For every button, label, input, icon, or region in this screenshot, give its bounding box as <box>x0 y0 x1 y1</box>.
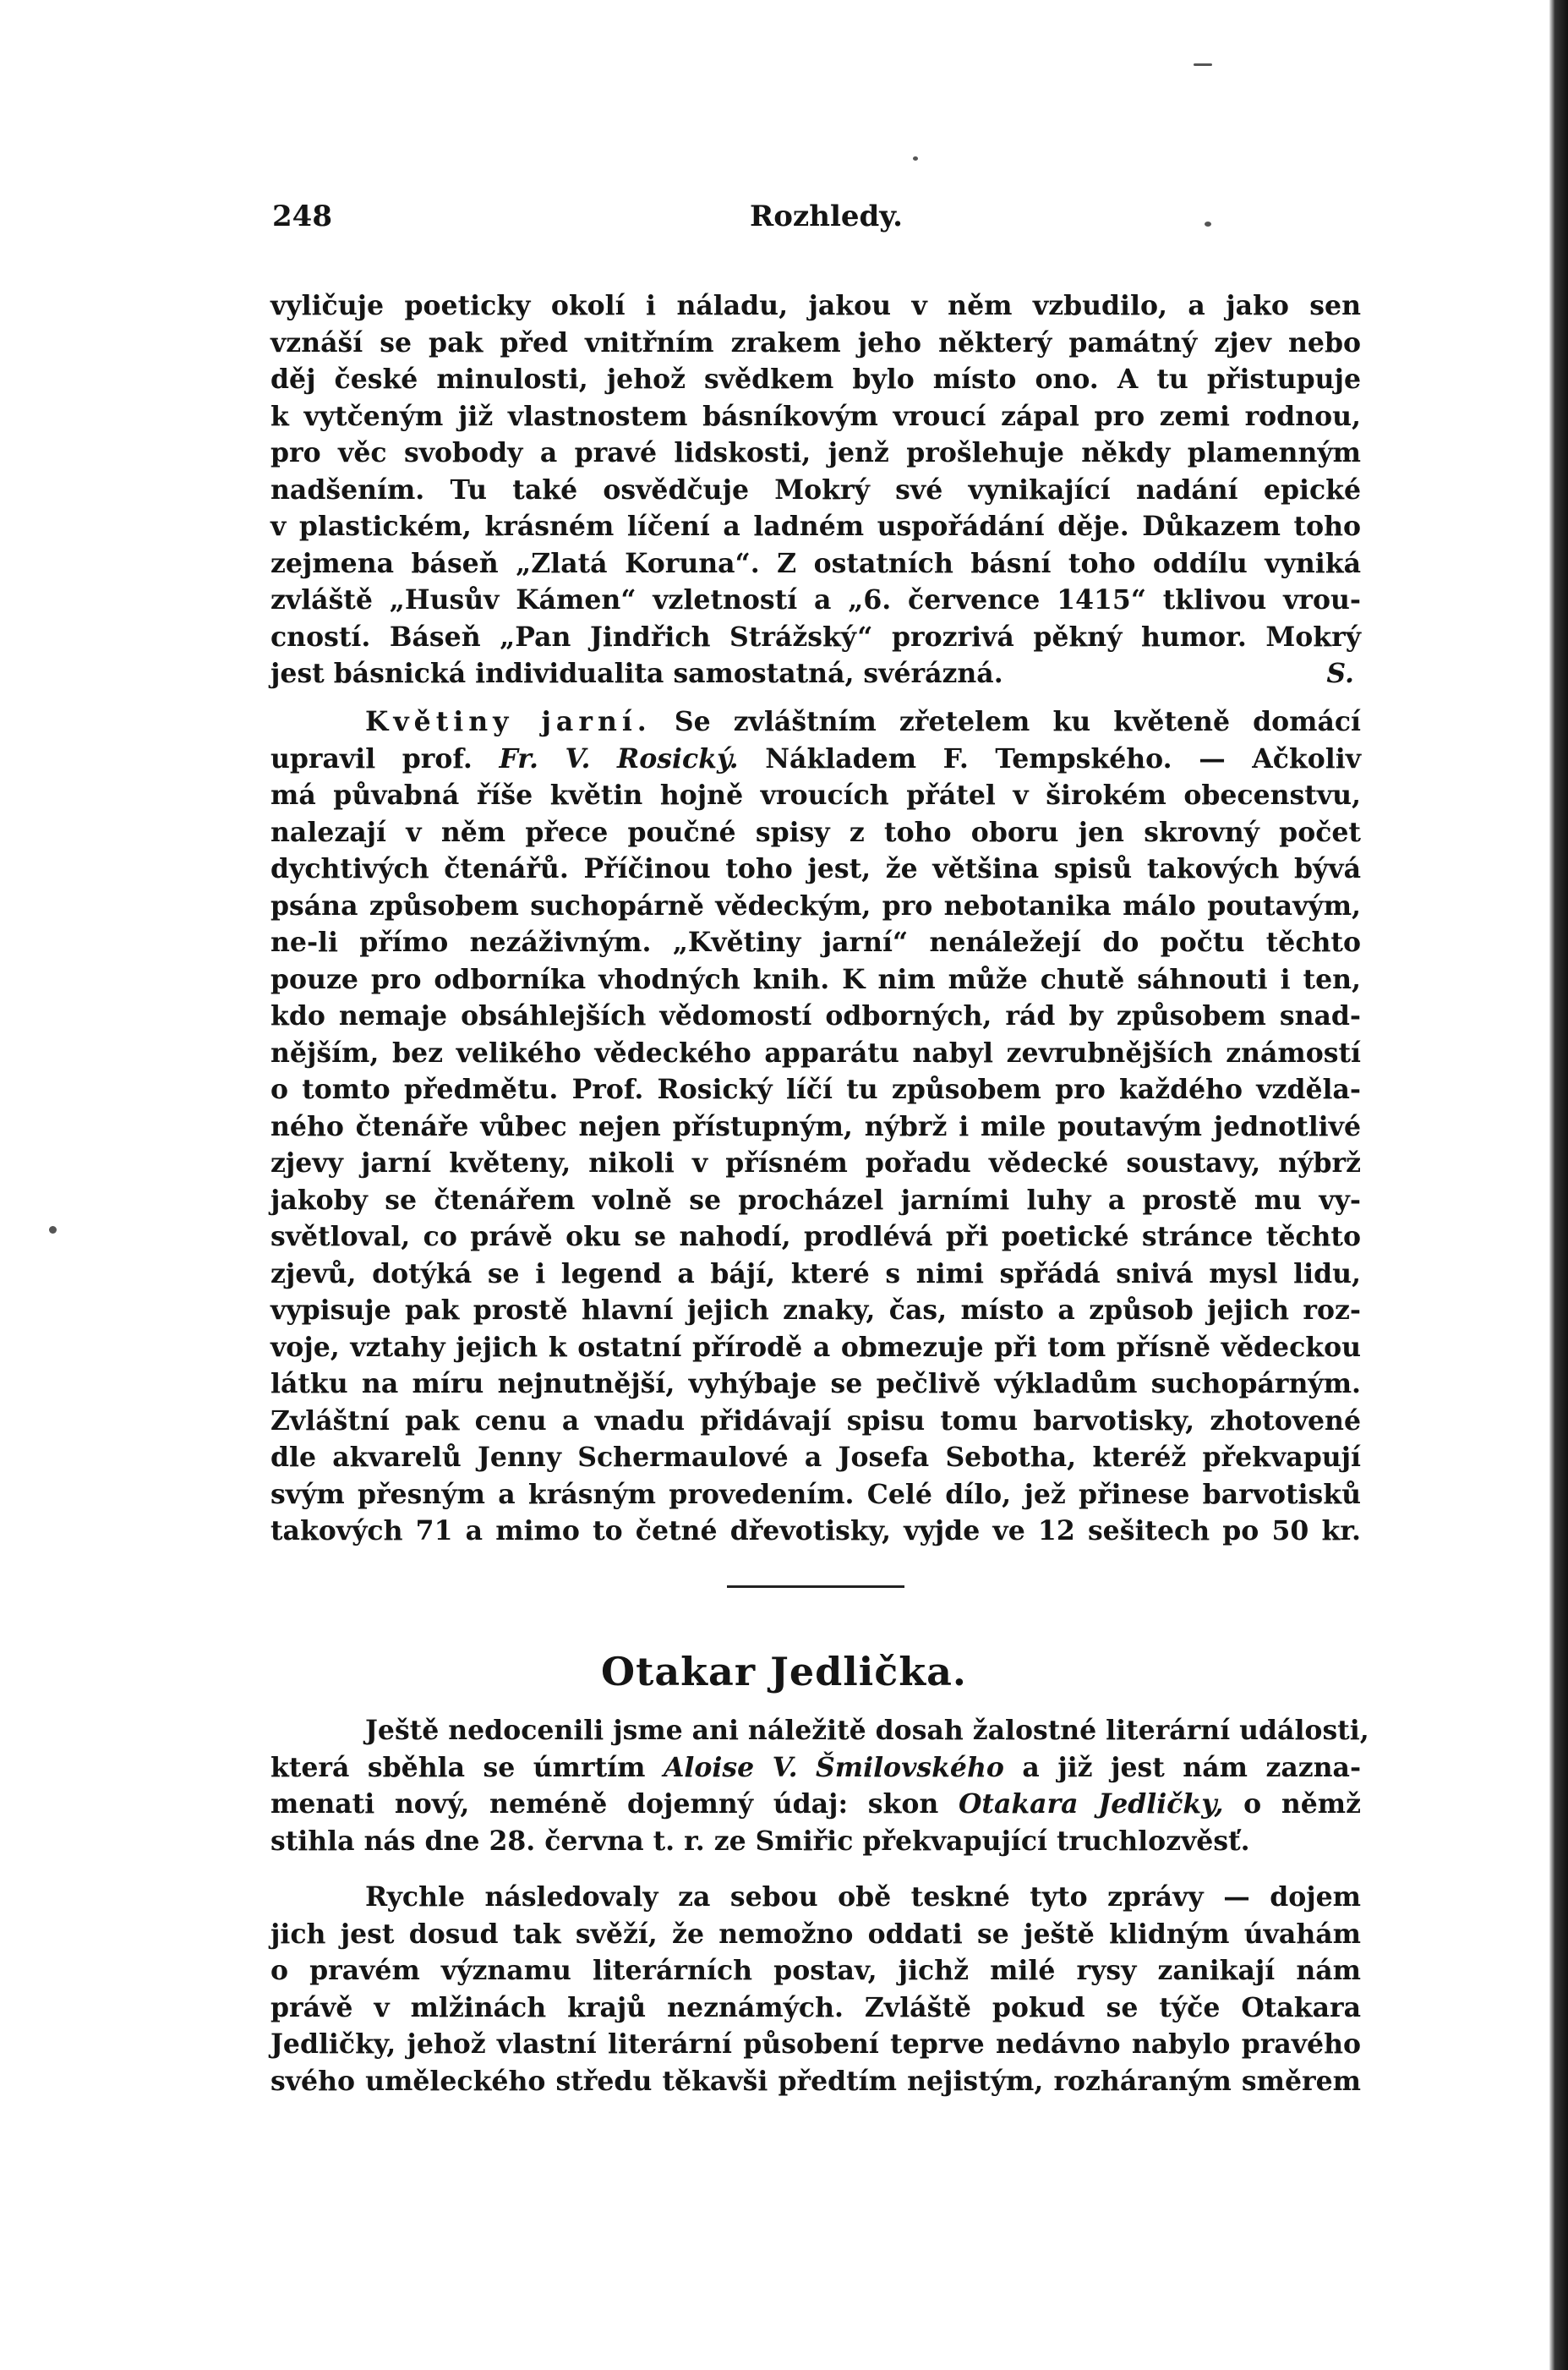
text-line: Rychle následovaly za sebou obě teskné tyto zprávy — dojem <box>365 1881 1361 1913</box>
reviewer-signature: S. <box>1326 658 1354 689</box>
text-line: Zvláštní pak cenu a vnadu přidávají spisu tomu barvotisky, zhotovené <box>270 1404 1361 1437</box>
text-line: nějším, bez velikého vědeckého apparátu nabyl zevrubnějších známostí <box>270 1037 1361 1069</box>
text-line: jakoby se čtenářem volně se procházel jarními luhy a prostě mu vy- <box>270 1184 1361 1216</box>
flowers-review <box>270 703 1361 1550</box>
text-line: nalezají v něm přece poučné spisy z toho oboru jen skrovný počet <box>270 816 1361 848</box>
text-line: zvláště „Husův Kámen“ vzletností a „6. července 1415“ tklivou vrou- <box>270 584 1361 616</box>
text-line: o tomto předmětu. Prof. Rosický líčí tu způsobem pro každého vzděla- <box>270 1074 1361 1105</box>
text-line: voje, vztahy jejich k ostatní přírodě a obmezuje při tom přísně vědeckou <box>270 1331 1361 1363</box>
text-line: jest básnická individualita samostatná, svérázná. S. <box>270 655 1361 692</box>
text-line: vypisuje pak prostě hlavní jejich znaky, čas, místo a způsob jejich roz- <box>270 1294 1361 1326</box>
text-line: zjevy jarní květeny, nikoli v přísném pořadu vědecké soustavy, nýbrž <box>270 1147 1361 1179</box>
text-line: kdo nemaje obsáhlejších vědomostí odborných, rád by způsobem snad- <box>270 1000 1361 1032</box>
line-text: Nákladem F. Tempského. — Ačkoliv <box>765 742 1362 774</box>
text-line: takových 71 a mimo to četné dřevotisky, vyjde ve 12 sešitech po 50 kr. <box>270 1515 1361 1546</box>
text-line <box>270 741 1361 778</box>
text-line: ne-li přímo nezáživným. „Květiny jarní“ nenáležejí do počtu těchto <box>270 927 1361 958</box>
line-text: která sběhla se úmrtím <box>270 1751 646 1783</box>
print-speck <box>49 1226 57 1234</box>
text-line: svého uměleckého středu těkavši předtím nejistým, rozháraným směrem <box>270 2065 1361 2097</box>
text-line: pouze pro odborníka vhodných knih. K nim může chutě sáhnouti i ten, <box>270 963 1361 995</box>
page-header <box>272 200 1358 250</box>
page-edge-shadow <box>1549 0 1568 2370</box>
running-head: Rozhledy. <box>750 200 903 233</box>
text-line: jich jest dosud tak svěží, že nemožno oddati se ještě klidným úvahám <box>270 1918 1361 1950</box>
text-line: dle akvarelů Jenny Schermaulové a Josefa Sebotha, kteréž překvapují <box>270 1442 1361 1473</box>
obituary-paragraph-1 <box>270 1712 1369 1859</box>
text-line: světloval, co právě oku se nahodí, prodlévá při poetické stránce těchto <box>270 1221 1361 1252</box>
text-line: dychtivých čtenářů. Příčinou toho jest, že většina spisů takových bývá <box>270 853 1361 884</box>
text-line: zjevů, dotýká se i legend a bájí, které s nimi spřádá snivá mysl lidu, <box>270 1257 1361 1289</box>
text-line: Jedličky, jehož vlastní literární působení teprve nedávno nabylo pravého <box>270 2028 1361 2060</box>
person-name: Otakara Jedličky, <box>958 1788 1224 1820</box>
line-text: Se zvláštním zřetelem ku květeně domácí <box>674 706 1362 737</box>
line-text: menati nový, neméně dojemný údaj: skon <box>270 1788 939 1820</box>
obituary-paragraph-2 <box>270 1879 1361 2099</box>
text-line: cností. Báseň „Pan Jindřich Strážský“ prozrivá pěkný humor. Mokrý <box>270 621 1361 653</box>
text-line: vyličuje poeticky okolí i náladu, jakou v něm vzbudilo, a jako sen <box>270 290 1361 321</box>
text-line: svým přesným a krásným provedením. Celé dílo, jež přinese barvotisků <box>270 1478 1361 1510</box>
section-divider <box>727 1585 904 1588</box>
text-line <box>270 1749 1361 1787</box>
line-text: a již jest nám zazna- <box>1022 1751 1362 1783</box>
text-line: ného čtenáře vůbec nejen přístupným, nýbrž i mile poutavým jednotlivé <box>270 1110 1361 1142</box>
review-paragraph <box>270 287 1361 692</box>
line-text: o němž <box>1243 1788 1362 1820</box>
text-line: v plastickém, krásném líčení a ladném uspořádání děje. Důkazem toho <box>270 511 1361 542</box>
text-line: psána způsobem suchopárně vědeckým, pro nebotanika málo poutavým, <box>270 889 1361 922</box>
text-line: látku na míru nejnutnější, vyhýbaje se pečlivě výkladům suchopárným. <box>270 1368 1361 1399</box>
text-line <box>270 1786 1361 1823</box>
section-title: Otakar Jedlička. <box>601 1649 967 1694</box>
print-speck <box>913 156 918 161</box>
text-line: k vytčeným již vlastnostem básníkovým vroucí zápal pro zemi rodnou, <box>270 400 1361 432</box>
text-line: pro věc svobody a pravé lidskosti, jenž prošlehuje někdy plamenným <box>270 437 1361 468</box>
text-line: o pravém významu literárních postav, jichž milé rysy zanikají nám <box>270 1955 1361 1986</box>
author-name: Fr. V. Rosický. <box>499 742 739 774</box>
text-line: právě v mlžinách krajů neznámých. Zvláště pokud se týče Otakara <box>270 1991 1361 2023</box>
flowers-paragraph-lines <box>270 777 1361 1550</box>
print-speck <box>1194 63 1212 66</box>
text-line: Ještě nedocenili jsme ani náležitě dosah žalostné literární události, <box>365 1715 1369 1746</box>
text-line: má půvabná říše květin hojně vroucích přátel v širokém obecenstvu, <box>270 780 1361 811</box>
person-name: Aloise V. Šmilovského <box>663 1751 1004 1783</box>
text-line: stihla nás dne 28. června t. r. ze Smiřic překvapující truchlozvěsť. <box>270 1825 1250 1857</box>
text-line <box>270 703 1361 741</box>
text-line: nadšením. Tu také osvědčuje Mokrý své vynikající nadání epické <box>270 473 1361 506</box>
line-text: upravil prof. <box>270 742 473 774</box>
page-number: 248 <box>272 200 332 233</box>
text-line: děj české minulosti, jehož svědkem bylo místo ono. A tu přistupuje <box>270 364 1361 395</box>
text-line: vznáší se pak před vnitřním zrakem jeho některý památný zjev nebo <box>270 326 1361 359</box>
text-line: zejmena báseň „Zlatá Koruna“. Z ostatních básní toho oddílu vyniká <box>270 547 1361 579</box>
book-title: Květiny jarní. <box>365 706 652 737</box>
